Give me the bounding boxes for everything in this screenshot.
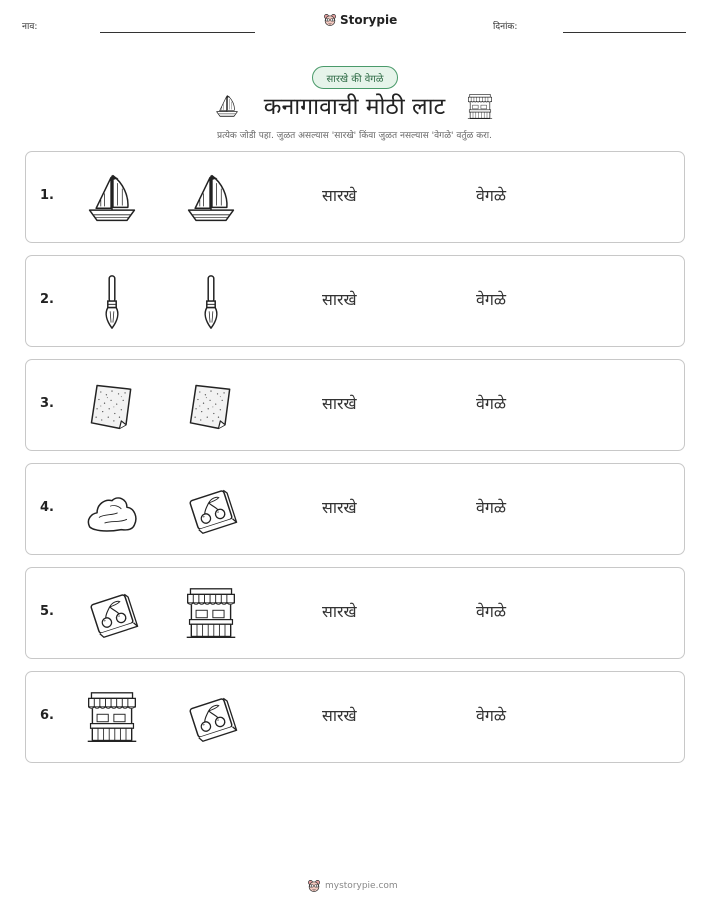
- paintbrush-icon: [183, 274, 239, 330]
- footer: [307, 879, 398, 893]
- instructions: प्रत्येक जोडी पहा. जुळत असल्यास 'सारखे' किंवा जुळत नसल्यास 'वेगळे' वर्तुळ करा.: [216, 131, 492, 141]
- cherry-box-icon: [183, 690, 239, 746]
- name-label: नाव:: [22, 22, 38, 32]
- same-option[interactable]: सारखे: [322, 186, 357, 205]
- cherry-box-icon: [84, 586, 140, 642]
- boat-icon: [183, 170, 239, 226]
- different-option[interactable]: वेगळे: [476, 186, 507, 205]
- question-row: [25, 151, 685, 243]
- dough-pile-icon: [84, 482, 140, 538]
- different-option[interactable]: वेगळे: [476, 602, 507, 621]
- question-number: 2.: [40, 292, 54, 307]
- question-number: 3.: [40, 396, 54, 411]
- mascot-icon: [307, 879, 321, 893]
- brand-logo: [323, 13, 397, 27]
- cherry-box-icon: [183, 482, 239, 538]
- brand-name: Storypie: [340, 13, 398, 27]
- same-option[interactable]: सारखे: [322, 602, 357, 621]
- paper-sheet-icon: [183, 378, 239, 434]
- different-option[interactable]: वेगळे: [476, 498, 507, 517]
- same-option[interactable]: सारखे: [322, 290, 357, 309]
- mascot-icon: [323, 13, 337, 27]
- boat-icon: [84, 170, 140, 226]
- question-row: [25, 359, 685, 451]
- question-number: 1.: [40, 188, 54, 203]
- same-option[interactable]: सारखे: [322, 498, 357, 517]
- paper-sheet-icon: [84, 378, 140, 434]
- paintbrush-icon: [84, 274, 140, 330]
- date-line[interactable]: [563, 32, 686, 33]
- market-stall-icon: [466, 93, 494, 121]
- date-label: दिनांक:: [493, 22, 518, 32]
- question-number: 5.: [40, 604, 54, 619]
- question-row: [25, 255, 685, 347]
- same-option[interactable]: सारखे: [322, 394, 357, 413]
- question-number: 4.: [40, 500, 54, 515]
- question-row: [25, 567, 685, 659]
- question-row: [25, 671, 685, 763]
- different-option[interactable]: वेगळे: [476, 290, 507, 309]
- activity-badge: सारखे की वेगळे: [312, 66, 398, 89]
- market-stall-icon: [183, 586, 239, 642]
- name-line[interactable]: [100, 32, 255, 33]
- same-option[interactable]: सारखे: [322, 706, 357, 725]
- question-row: [25, 463, 685, 555]
- different-option[interactable]: वेगळे: [476, 394, 507, 413]
- question-number: 6.: [40, 708, 54, 723]
- footer-link[interactable]: mystorypie.com: [325, 881, 398, 891]
- market-stall-icon: [84, 690, 140, 746]
- different-option[interactable]: वेगळे: [476, 706, 507, 725]
- page-title: कनागावाची मोठी लाट: [263, 94, 446, 120]
